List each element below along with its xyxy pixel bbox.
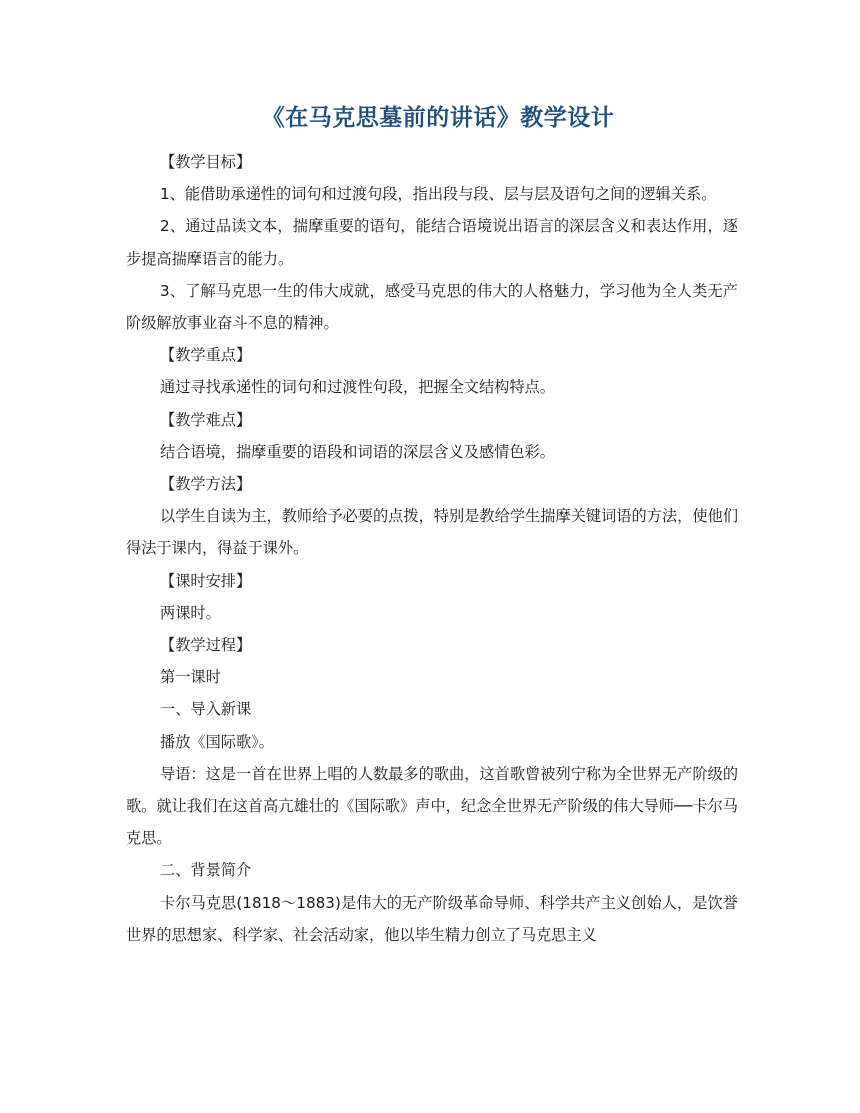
section-heading-difficulties: 【教学难点】 bbox=[160, 410, 252, 429]
difficulties-text: 结合语境，揣摩重要的语段和词语的深层含义及感情色彩。 bbox=[160, 442, 555, 461]
methods-text: 以学生自读为主，教师给予必要的点拨，特别是教给学生揣摩关键词语的方法，使他们得法于课内，得益于课外。 bbox=[126, 507, 738, 558]
document-title: 《在马克思墓前的讲话》教学设计 bbox=[261, 104, 615, 131]
objective-item-1: 1、能借助承递性的词句和过渡句段，指出段与段、层与层及语句之间的逻辑关系。 bbox=[160, 185, 717, 204]
key-points-text: 通过寻找承递性的词句和过渡性句段，把握全文结构特点。 bbox=[160, 378, 555, 397]
step-two-heading: 二、背景简介 bbox=[160, 861, 252, 880]
section-heading-schedule: 【课时安排】 bbox=[160, 571, 252, 590]
objective-item-3: 3、了解马克思一生的伟大成就，感受马克思的伟大的人格魅力，学习他为全人类无产阶级解放事业奋斗不息的精神。 bbox=[126, 281, 738, 333]
schedule-text: 两课时。 bbox=[160, 603, 221, 622]
step-one-heading: 一、导入新课 bbox=[160, 700, 252, 719]
section-heading-objectives: 【教学目标】 bbox=[160, 153, 252, 171]
lesson-one-heading: 第一课时 bbox=[160, 668, 221, 687]
section-heading-methods: 【教学方法】 bbox=[160, 475, 252, 494]
objective-item-2: 2、通过品读文本，揣摩重要的语句，能结合语境说出语言的深层含义和表达作用，逐步提高揣摩语言的能力。 bbox=[126, 217, 738, 268]
introduction-text: 导语：这是一首在世界上唱的人数最多的歌曲，这首歌曾被列宁称为全世界无产阶级的歌。就让我们在这首高亢雄壮的《国际歌》声中，纪念全世界无产阶级的伟大导师──卡尔马克思。 bbox=[126, 764, 738, 848]
section-heading-key-points: 【教学重点】 bbox=[160, 346, 252, 365]
step-one-text: 播放《国际歌》。 bbox=[160, 732, 274, 751]
document-body bbox=[126, 146, 738, 951]
section-heading-process: 【教学过程】 bbox=[160, 636, 252, 655]
background-text: 卡尔马克思(1818～1883)是伟大的无产阶级革命导师、科学共产主义创始人，是饮誉世界的思想家、科学家、社会活动家，他以毕生精力创立了马克思主义 bbox=[126, 893, 738, 944]
